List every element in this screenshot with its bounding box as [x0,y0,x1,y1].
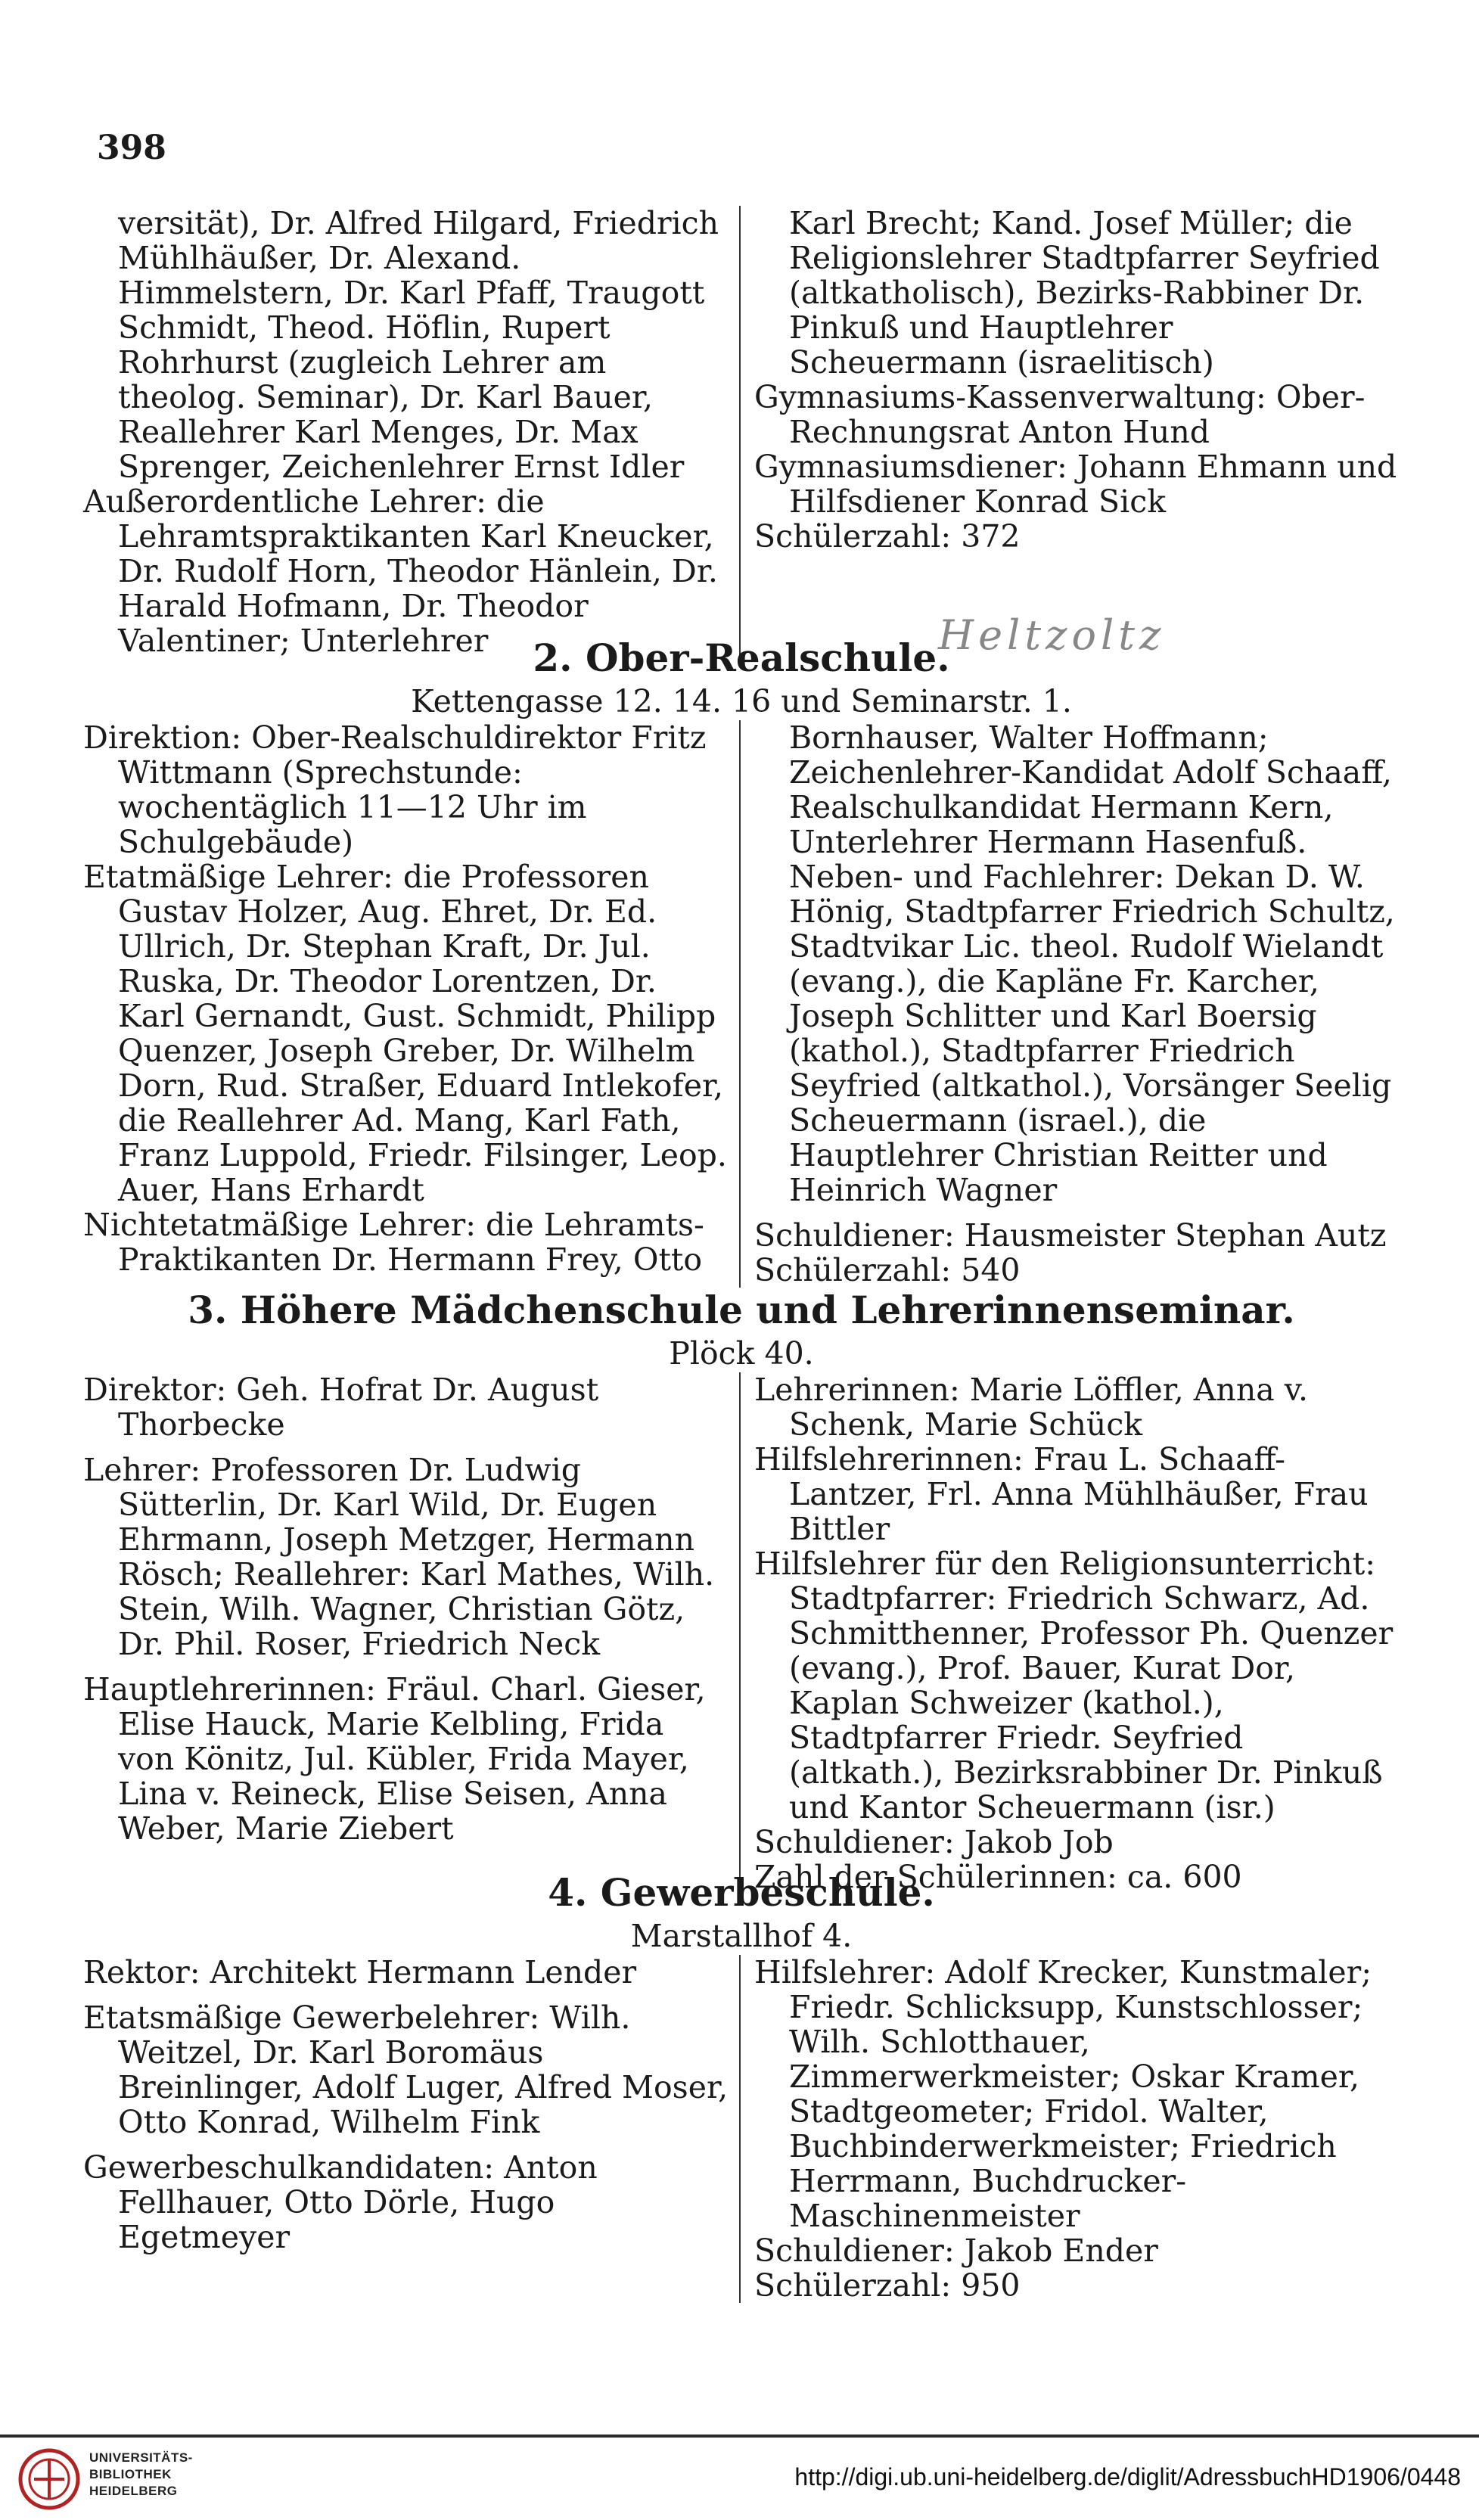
entry: Hilfslehrer: Adolf Krecker, Kunstmaler; Friedr. Schlicksupp, Kunstschlosser; Wilh. Schlotthauer, Zimmerwerkmeister; Oskar Kramer, Stadtgeometer; Fridol. Walter, Buchbinderwerkmeister; Friedrich Herrmann, Buchdrucker-Maschinenmeister [754,1954,1372,2234]
footer-rule [0,2435,1479,2438]
entry: Außerordentliche Lehrer: die Lehramtspraktikanten Karl Kneucker, Dr. Rudolf Horn, Theodor Hänlein, Dr. Harald Hofmann, Dr. Theodor Valentiner; Unterlehrer [83,483,718,659]
entry: Bornhauser, Walter Hoffmann; Zeichenlehrer-Kandidat Adolf Schaaff, Realschulkandidat Hermann Kern, Unterlehrer Hermann Hasenfuß. Neben- und Fachlehrer: Dekan D. W. Hönig, Stadtpfarrer Friedrich Schultz, Stadtvikar Lic. theol. Rudolf Wielandt (evang.), die Kapläne Fr. Karcher, Joseph Schlitter und Karl Boersig (kathol.), Stadtpfarrer Friedrich Seyfried (altkathol.), Vorsänger Seelig Scheuermann (israel.), die Hauptlehrer Christian Reitter und Heinrich Wagner [789,719,1395,1208]
entry: Lehrer: Professoren Dr. Ludwig Sütterlin, Dr. Karl Wild, Dr. Eugen Ehrmann, Joseph Metzger, Hermann Rösch; Reallehrer: Karl Mathes, Wilh. Stein, Wilh. Wagner, Christian Götz, Dr. Phil. Roser, Friedrich Neck [83,1452,715,1662]
section-address: Plöck 40. [669,1335,814,1372]
entry: Gymnasiumsdiener: Johann Ehmann und Hilfsdiener Konrad Sick [754,449,1397,520]
left-column [83,206,739,658]
right-column [739,720,1400,1288]
library-logo-icon [15,2445,83,2513]
entry: Hilfslehrer für den Religionsunterricht: Stadtpfarrer: Friedrich Schwarz, Ad. Schmitthenner, Professor Ph. Quenzer (evang.), Prof. Bauer, Kurat Dor, Kaplan Schweizer (kathol.), Stadtpfarrer Friedr. Seyfried (altkath.), Bezirksrabbiner Dr. Pinkuß und Kantor Scheuermann (isr.) [754,1546,1394,1826]
two-column-block [83,206,1400,658]
page-number: 398 [97,129,166,167]
entry: Etatmäßige Lehrer: die Professoren Gustav Holzer, Aug. Ehret, Dr. Ed. Ullrich, Dr. Stephan Kraft, Dr. Jul. Ruska, Dr. Theodor Lorentzen, Dr. Karl Gernandt, Gust. Schmidt, Philipp Quenzer, Joseph Greber, Dr. Wilhelm Dorn, Rud. Straßer, Eduard Intlekofer, die Reallehrer Ad. Mang, Karl Fath, Franz Luppold, Friedr. Filsinger, Leop. Auer, Hans Erhardt [83,859,727,1208]
source-url-link[interactable]: http://digi.ub.uni-heidelberg.de/diglit/AdressbuchHD1906/0448 [794,2463,1461,2490]
entry: versität), Dr. Alfred Hilgard, Friedrich Mühlhäußer, Dr. Alexand. Himmelstern, Dr. Karl Pfaff, Traugott Schmidt, Theod. Höflin, Rupert Rohrhurst (zugleich Lehrer am theolog. Seminar), Dr. Karl Bauer, Reallehrer Karl Menges, Dr. Max Sprenger, Zeichenlehrer Ernst Idler [118,205,719,485]
entry: Schülerzahl: 950 [754,2267,1021,2304]
entry: Rektor: Architekt Hermann Lender [83,1954,637,1990]
section-heading: 3. Höhere Mädchenschule und Lehrerinnenseminar. [188,1288,1295,1332]
library-name-line: UNIVERSITÄTS- [89,2450,193,2465]
entry: Schülerzahl: 372 [754,518,1021,555]
entry: Schülerzahl: 540 [754,1252,1021,1288]
entry: Gymnasiums-Kassenverwaltung: Ober-Rechnungsrat Anton Hund [754,379,1366,450]
section-heading: 2. Ober-Realschule. [533,635,950,680]
entry: Hauptlehrerinnen: Fräul. Charl. Gieser, Elise Hauck, Marie Kelbling, Frida von Könitz, Jul. Kübler, Frida Mayer, Lina v. Reineck, Elise Seisen, Anna Weber, Marie Ziebert [83,1671,706,1847]
library-name-line: HEIDELBERG [89,2484,178,2498]
gymnasium-continuation [83,206,1400,658]
entry: Schuldiener: Hausmeister Stephan Autz [754,1217,1387,1254]
section-gewerbeschule [83,1869,1400,2303]
section-heading: 4. Gewerbeschule. [548,1870,935,1915]
right-column [739,1955,1400,2303]
entry: Schuldiener: Jakob Job [754,1824,1114,1860]
library-name-line: BIBLIOTHEK [89,2467,172,2481]
entry: Karl Brecht; Kand. Josef Müller; die Religionslehrer Stadtpfarrer Seyfried (altkatholisch), Bezirks-Rabbiner Dr. Pinkuß und Hauptlehrer Scheuermann (israelitisch) [789,205,1380,381]
two-column-block [83,1955,1400,2303]
entry: Hilfslehrerinnen: Frau L. Schaaff-Lantzer, Frl. Anna Mühlhäußer, Frau Bittler [754,1441,1369,1547]
entry: Direktion: Ober-Realschuldirektor Fritz Wittmann (Sprechstunde: wochentäglich 11—12 Uhr im Schulgebäude) [83,719,707,860]
entry: Zahl der Schülerinnen: ca. 600 [754,1859,1242,1895]
section-address: Kettengasse 12. 14. 16 und Seminarstr. 1. [411,683,1072,719]
handwritten-annotation: Heltzoltz [938,611,1166,659]
entry: Nichtetatmäßige Lehrer: die Lehramts-Praktikanten Dr. Hermann Frey, Otto [83,1207,704,1278]
library-name [89,2450,193,2500]
two-column-block [83,1372,1400,1894]
entry: Etatsmäßige Gewerbelehrer: Wilh. Weitzel, Dr. Karl Boromäus Breinlinger, Adolf Luger, Alfred Moser, Otto Konrad, Wilhelm Fink [83,2000,729,2140]
section-hoehere-maedchenschule [83,1286,1400,1894]
entry: Lehrerinnen: Marie Löffler, Anna v. Schenk, Marie Schück [754,1372,1309,1443]
entry: Direktor: Geh. Hofrat Dr. August Thorbecke [83,1372,599,1443]
two-column-block [83,720,1400,1288]
entry: Schuldiener: Jakob Ender [754,2233,1158,2269]
right-column [739,1372,1400,1894]
left-column [83,1955,739,2303]
right-column [739,206,1400,658]
entry: Gewerbeschulkandidaten: Anton Fellhauer, Otto Dörle, Hugo Egetmeyer [83,2149,598,2255]
section-address: Marstallhof 4. [630,1918,853,1954]
left-column [83,720,739,1288]
left-column [83,1372,739,1894]
section-ober-realschule [83,634,1400,1288]
